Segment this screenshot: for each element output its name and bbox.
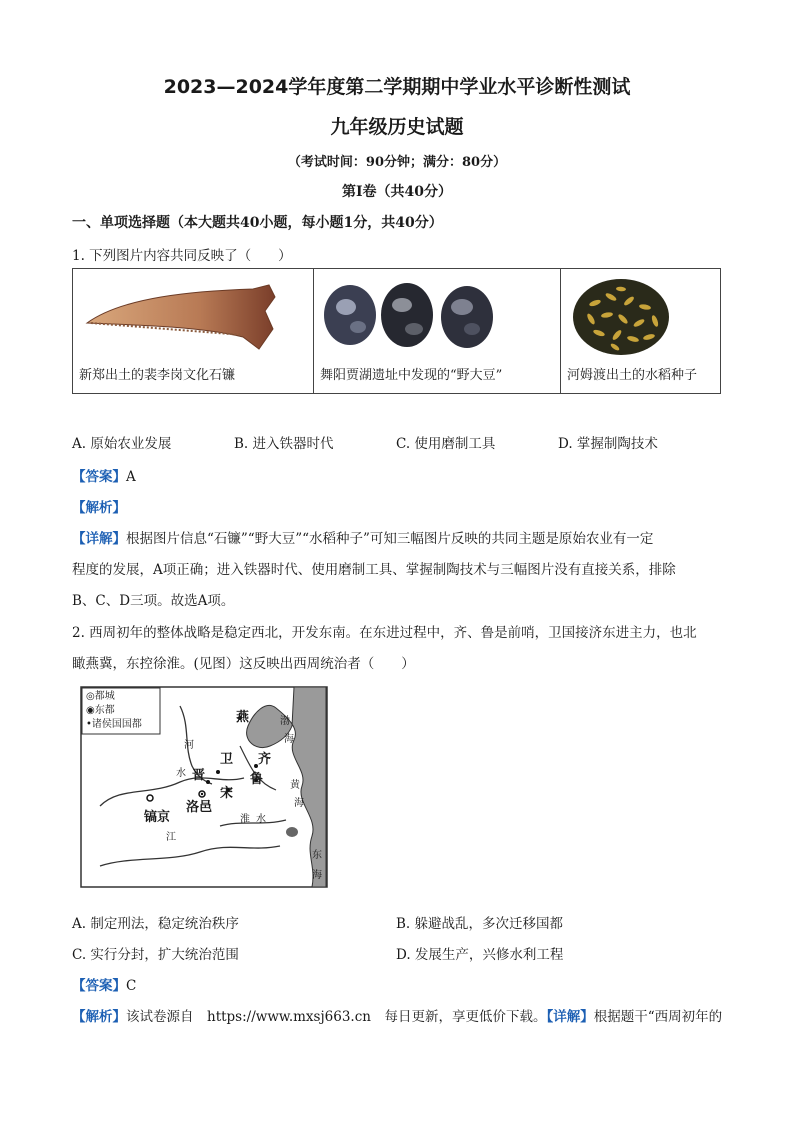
detail-tag: 【详解】 — [546, 1009, 594, 1025]
answer-tag: 【答案】 — [72, 469, 126, 485]
q1-option-d[interactable]: D. 掌握制陶技术 — [558, 436, 658, 452]
analysis-tag: 【解析】 — [72, 1009, 126, 1025]
exam-subtitle: 九年级历史试题 — [330, 116, 464, 138]
map-label-yan: 燕 — [236, 710, 250, 725]
q1-image-cell-1 — [73, 269, 314, 394]
map-label-song: 宋 — [220, 786, 234, 801]
detail-tag: 【详解】 — [72, 531, 126, 547]
q1-answer — [72, 465, 136, 485]
q1-option-b[interactable]: B. 进入铁器时代 — [234, 436, 334, 452]
q2-option-a[interactable]: A. 制定刑法，稳定统治秩序 — [72, 916, 239, 932]
exam-meta: （考试时间：90分钟；满分：80分） — [287, 155, 507, 170]
q1-option-c[interactable]: C. 使用磨制工具 — [396, 436, 496, 452]
q2-answer — [72, 974, 136, 994]
q1-stem: 1. 下列图片内容共同反映了（ ） — [72, 248, 292, 264]
q2-analysis — [72, 1005, 722, 1025]
map-label-hai-2: 海 — [294, 798, 304, 809]
q2-option-c[interactable]: C. 实行分封，扩大统治范围 — [72, 947, 239, 963]
q1-image-caption: 新郑出土的裴李岗文化石镰 — [79, 368, 236, 383]
q2-stem-line-1: 2. 西周初年的整体战略是稳定西北，开发东南。在东进过程中，齐、鲁是前哨，卫国接济东进主力，也北 — [72, 625, 697, 641]
map-label-jin: 晋 — [192, 768, 206, 783]
section-heading: 一、单项选择题（本大题共40小题，每小题1分，共40分） — [72, 215, 443, 231]
map-label-he: 河 — [184, 740, 194, 751]
map-label-huang: 黄 — [290, 780, 300, 791]
q1-image-cell-2 — [314, 269, 561, 394]
detail-text: 根据图片信息“石镰”“野大豆”“水稻种子”可知三幅图片反映的共同主题是原始农业有一定 — [126, 531, 654, 547]
map-label-haojing: 镐京 — [144, 810, 171, 825]
answer-value: A — [126, 469, 136, 485]
map-label-dong: 东 — [312, 850, 322, 861]
map-label-hai-3: 海 — [312, 870, 322, 881]
map-label-lu: 鲁 — [250, 772, 264, 787]
q1-analysis-tag — [72, 496, 126, 516]
map-label-huai: 淮 — [240, 814, 250, 825]
q1-image-table — [72, 268, 721, 394]
detail-text: 根据题干“西周初年的 — [593, 1009, 723, 1025]
rice-seeds-icon — [571, 277, 671, 357]
exam-title: 2023—2024学年度第二学期期中学业水平诊断性测试 — [163, 76, 631, 98]
q1-image-caption: 舞阳贾湖遗址中发现的“野大豆” — [320, 368, 503, 383]
map-label-shui: 水 — [176, 768, 186, 779]
western-zhou-map — [80, 686, 328, 888]
stone-sickle-icon — [83, 277, 283, 357]
q2-stem-line-2: 瞰燕冀，东控徐淮。(见图）这反映出西周统治者（ ） — [72, 656, 415, 672]
q1-detail-line-2: 程度的发展，A项正确；进入铁器时代、使用磨制工具、掌握制陶技术与三幅图片没有直接关系，排除 — [72, 562, 676, 578]
legend-east-capital: ◉东都 — [86, 705, 115, 716]
q1-image-caption: 河姆渡出土的水稻种子 — [567, 368, 698, 383]
answer-tag: 【答案】 — [72, 978, 126, 994]
legend-capital: ◎都城 — [86, 691, 115, 702]
q1-option-a[interactable]: A. 原始农业发展 — [72, 436, 172, 452]
map-label-jiang: 江 — [166, 832, 176, 843]
q1-image-cell-3 — [561, 269, 721, 394]
analysis-tag: 【解析】 — [72, 500, 126, 516]
q1-detail-line-3: B、C、D三项。故选A项。 — [72, 593, 235, 609]
map-label-luoyi: 洛邑 — [186, 800, 213, 815]
map-label-wei: 卫 — [220, 752, 234, 767]
q1-detail-line-1 — [72, 527, 653, 547]
legend-vassal-capital: •诸侯国国都 — [86, 719, 142, 730]
answer-value: C — [126, 978, 137, 994]
map-label-hai: 海 — [284, 734, 294, 745]
map-label-bo: 渤 — [280, 716, 290, 727]
analysis-text: 该试卷源自 https://www.mxsj663.cn 每日更新，享更低价下载。 — [126, 1009, 547, 1025]
volume-heading: 第Ⅰ卷（共40分） — [341, 184, 453, 200]
map-label-shui-2: 水 — [256, 814, 266, 825]
map-legend — [86, 690, 142, 732]
map-label-qi: 齐 — [258, 752, 272, 767]
wild-soybeans-icon — [322, 277, 502, 357]
q2-option-d[interactable]: D. 发展生产，兴修水利工程 — [396, 947, 564, 963]
q2-option-b[interactable]: B. 躲避战乱，多次迁移国都 — [396, 916, 564, 932]
